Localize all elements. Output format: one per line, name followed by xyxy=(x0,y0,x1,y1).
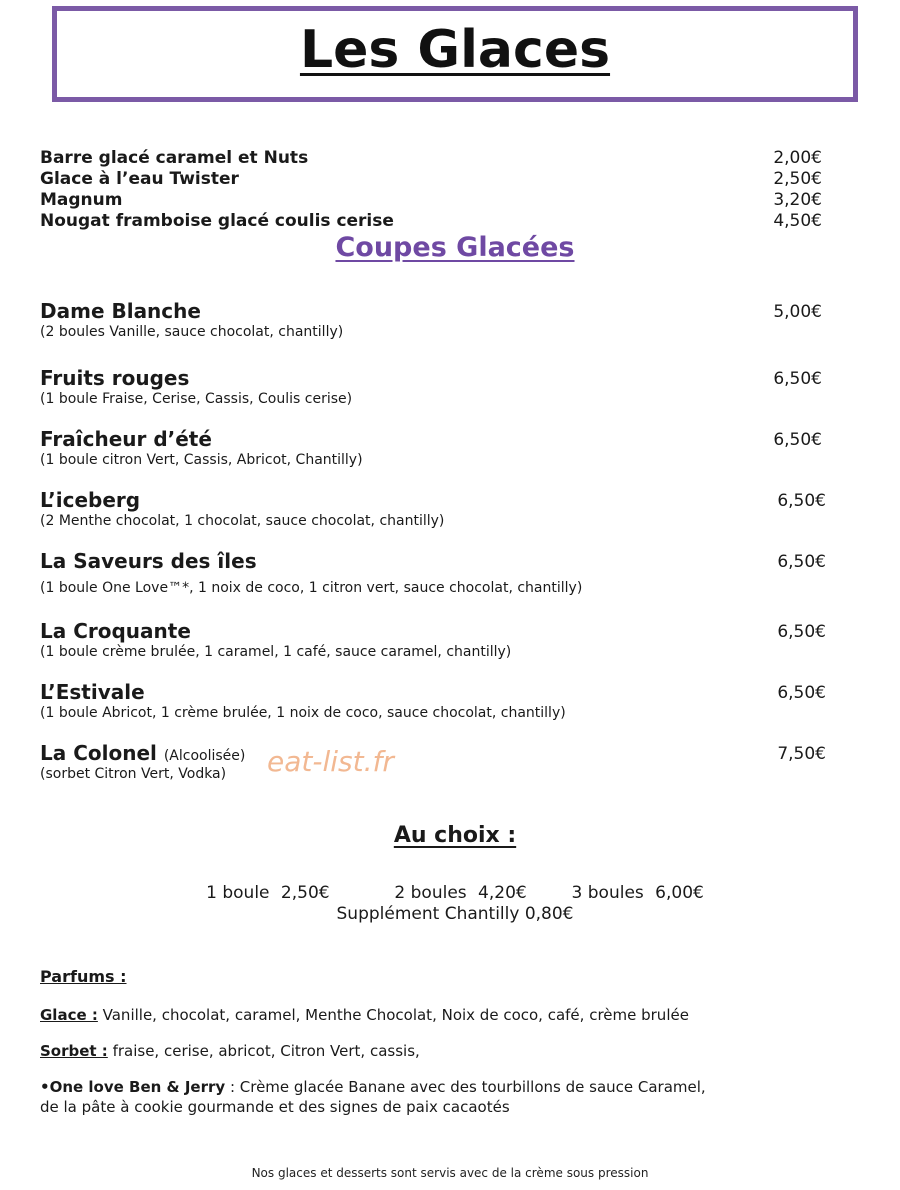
option-label: 2 boules xyxy=(394,883,467,903)
coupe-name: Fraîcheur d’été xyxy=(40,427,212,451)
glace-list: Vanille, chocolat, caramel, Menthe Chocolat, Noix de coco, café, crème brulée xyxy=(97,1006,689,1024)
menu-item-price: 2,50€ xyxy=(773,169,822,189)
onelove-description xyxy=(40,1078,706,1096)
footer-note: Nos glaces et desserts sont servis avec de la crème sous pression xyxy=(251,1166,649,1180)
menu-item-price: 4,50€ xyxy=(773,211,822,231)
menu-item-name: Glace à l’eau Twister xyxy=(40,169,239,189)
coupe-note: (Alcoolisée) xyxy=(163,748,246,764)
menu-item-name: Magnum xyxy=(40,190,123,210)
menu-item-price: 2,00€ xyxy=(773,148,822,168)
glace-label: Glace : xyxy=(40,1006,98,1024)
supplement-line: Supplément Chantilly 0,80€ xyxy=(336,904,574,924)
coupe-price: 6,50€ xyxy=(773,430,822,450)
sorbet-label: Sorbet : xyxy=(40,1042,108,1060)
coupe-description: (1 boule crème brulée, 1 caramel, 1 café, sauce caramel, chantilly) xyxy=(40,644,512,660)
option-label: 1 boule xyxy=(206,883,270,903)
glace-flavours xyxy=(40,1006,689,1024)
coupe-name: La Saveurs des îles xyxy=(40,549,257,573)
menu-item-name: Barre glacé caramel et Nuts xyxy=(40,148,309,168)
coupe-description: (sorbet Citron Vert, Vodka) xyxy=(40,766,227,782)
option-price: 6,00€ xyxy=(655,883,704,903)
coupe-name: La Croquante xyxy=(40,619,191,643)
onelove-desc-line1: : Crème glacée Banane avec des tourbillons de sauce Caramel, xyxy=(225,1078,706,1096)
coupe-name: L’iceberg xyxy=(40,488,141,512)
coupe-price: 6,50€ xyxy=(777,552,826,572)
option-price: 4,20€ xyxy=(478,883,527,903)
sorbet-list: fraise, cerise, abricot, Citron Vert, cassis, xyxy=(107,1042,420,1060)
coupe-price: 6,50€ xyxy=(773,369,822,389)
onelove-desc-line2: de la pâte à cookie gourmande et des signes de paix cacaotés xyxy=(40,1098,510,1116)
option-label: 3 boules xyxy=(571,883,644,903)
coupe-price: 6,50€ xyxy=(777,622,826,642)
menu-item-name: Nougat framboise glacé coulis cerise xyxy=(40,211,394,231)
coupe-price: 6,50€ xyxy=(777,683,826,703)
onelove-label: •One love Ben & Jerry xyxy=(40,1078,226,1096)
page-title: Les Glaces xyxy=(299,20,611,80)
coupe-name: L’Estivale xyxy=(40,680,145,704)
coupe-description: (2 Menthe chocolat, 1 chocolat, sauce chocolat, chantilly) xyxy=(40,513,445,529)
coupe-name: Fruits rouges xyxy=(40,366,190,390)
section-title-coupes: Coupes Glacées xyxy=(335,232,575,263)
coupe-description: (1 boule One Love™*, 1 noix de coco, 1 citron vert, sauce chocolat, chantilly) xyxy=(40,580,583,596)
menu-item-price: 3,20€ xyxy=(773,190,822,210)
section-title-au-choix: Au choix : xyxy=(393,823,517,848)
coupe-name: La Colonel (Alcoolisée) xyxy=(40,741,246,765)
coupe-description: (1 boule citron Vert, Cassis, Abricot, Chantilly) xyxy=(40,452,363,468)
coupe-price: 6,50€ xyxy=(777,491,826,511)
coupe-description: (2 boules Vanille, sauce chocolat, chantilly) xyxy=(40,324,344,340)
sorbet-flavours xyxy=(40,1042,420,1060)
option-price: 2,50€ xyxy=(280,883,330,903)
coupe-price: 7,50€ xyxy=(777,744,826,764)
scoop-options xyxy=(0,883,900,903)
coupe-name: Dame Blanche xyxy=(40,299,201,323)
coupe-description: (1 boule Fraise, Cerise, Cassis, Coulis cerise) xyxy=(40,391,353,407)
coupe-price: 5,00€ xyxy=(773,302,822,322)
watermark: eat-list.fr xyxy=(267,745,394,778)
section-title-parfums: Parfums : xyxy=(40,967,127,986)
coupe-description: (1 boule Abricot, 1 crème brulée, 1 noix de coco, sauce chocolat, chantilly) xyxy=(40,705,566,721)
